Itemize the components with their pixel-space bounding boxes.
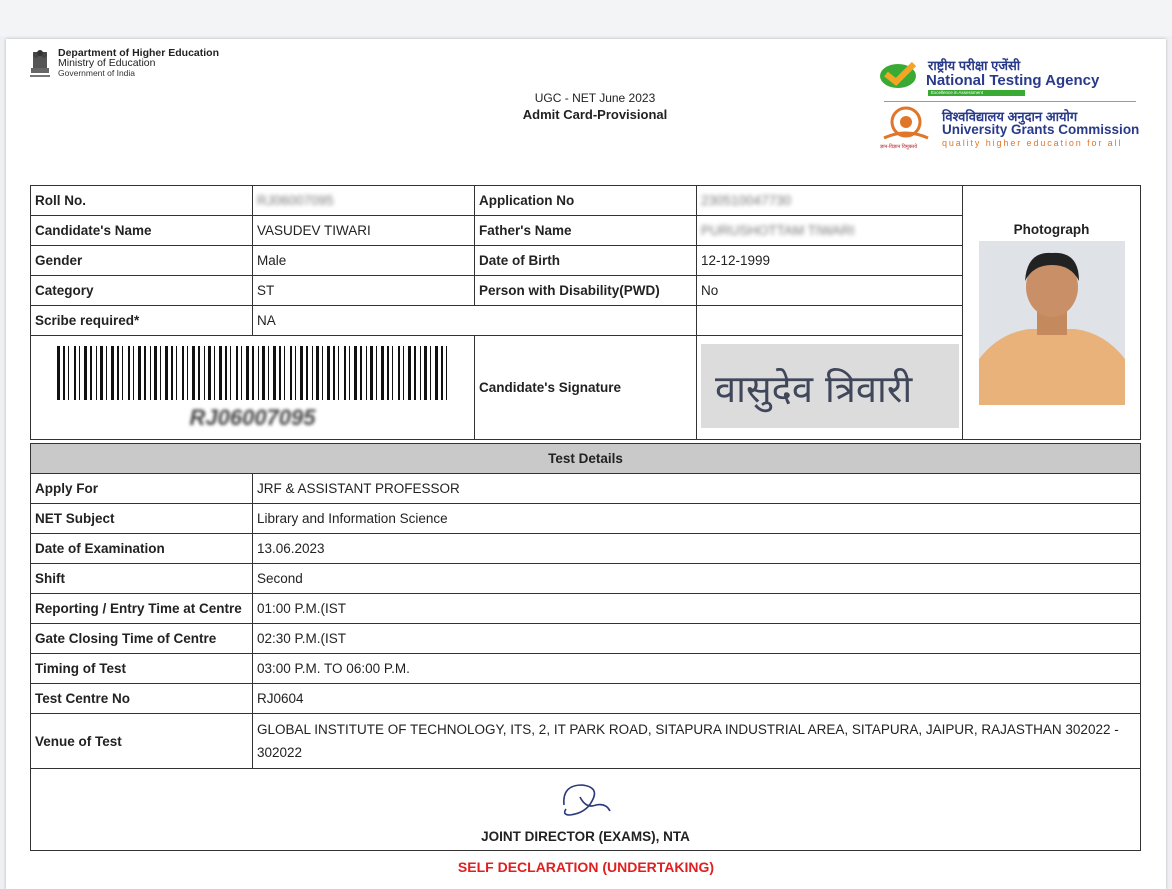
test-row-label: Timing of Test bbox=[31, 654, 253, 684]
self-declaration-heading: SELF DECLARATION (UNDERTAKING) bbox=[457, 859, 715, 875]
barcode-bar bbox=[300, 346, 303, 400]
test-row-label: NET Subject bbox=[31, 504, 253, 534]
top-bar bbox=[0, 0, 1172, 36]
test-row-value: 03:00 P.M. TO 06:00 P.M. bbox=[253, 654, 1141, 684]
test-row-value: 13.06.2023 bbox=[253, 534, 1141, 564]
gender-label: Gender bbox=[31, 246, 253, 276]
ugc-motto: ज्ञान-विज्ञान विमुक्तये bbox=[880, 144, 918, 150]
barcode-bar bbox=[225, 346, 227, 400]
pwd-value: No bbox=[697, 276, 963, 306]
barcode-bar bbox=[366, 346, 367, 400]
barcode-bar bbox=[117, 346, 119, 400]
barcode-bar bbox=[100, 346, 103, 400]
application-no-value: 230510047730 bbox=[701, 193, 792, 208]
barcode-bar bbox=[333, 346, 335, 400]
nta-logo-icon bbox=[878, 58, 918, 90]
barcode-bar bbox=[57, 346, 60, 400]
barcode-bar bbox=[171, 346, 173, 400]
barcode-bar bbox=[370, 346, 373, 400]
barcode-cell bbox=[31, 336, 475, 440]
dob-label: Date of Birth bbox=[475, 246, 697, 276]
ugc-english-name: University Grants Commission bbox=[942, 122, 1140, 137]
barcode-bar bbox=[230, 346, 231, 400]
barcode-bar bbox=[435, 346, 438, 400]
barcode-bar bbox=[360, 346, 362, 400]
test-row-value: 02:30 P.M.(IST bbox=[253, 624, 1141, 654]
venue-value: GLOBAL INSTITUTE OF TECHNOLOGY, ITS, 2, IT PARK ROAD, SITAPURA INDUSTRIAL AREA, SITAPURA, JAIPUR, RAJASTHAN 302022 - 302022 bbox=[253, 714, 1141, 769]
pwd-label: Person with Disability(PWD) bbox=[475, 276, 697, 306]
barcode-bar bbox=[79, 346, 80, 400]
department-header bbox=[28, 48, 219, 82]
barcode-bar bbox=[182, 346, 184, 400]
barcode-bar bbox=[312, 346, 313, 400]
ugc-tagline: quality higher education for all bbox=[942, 138, 1123, 148]
barcode-bar bbox=[111, 346, 114, 400]
barcode-bar bbox=[258, 346, 259, 400]
dob-value: 12-12-1999 bbox=[697, 246, 963, 276]
barcode-bar bbox=[154, 346, 157, 400]
barcode-bar bbox=[408, 346, 411, 400]
logo-divider bbox=[884, 101, 1136, 102]
nta-tagline: Excellence in Assessment bbox=[928, 90, 1025, 96]
national-emblem-icon bbox=[28, 48, 52, 82]
barcode-bar bbox=[74, 346, 76, 400]
candidate-name-value: VASUDEV TIWARI bbox=[253, 216, 475, 246]
barcode-bar bbox=[441, 346, 443, 400]
signature-cell bbox=[697, 336, 963, 440]
barcode-bar bbox=[241, 346, 242, 400]
card-title: Admit Card-Provisional bbox=[522, 107, 668, 122]
official-signature bbox=[556, 779, 616, 825]
barcode-bar bbox=[354, 346, 357, 400]
barcode-bar bbox=[424, 346, 427, 400]
barcode-icon bbox=[55, 346, 451, 400]
title-block bbox=[480, 91, 710, 122]
barcode-bar bbox=[204, 346, 205, 400]
barcode-bar bbox=[290, 346, 292, 400]
barcode-bar bbox=[327, 346, 330, 400]
barcode-bar bbox=[138, 346, 141, 400]
test-row-value: JRF & ASSISTANT PROFESSOR bbox=[253, 474, 1141, 504]
barcode-bar bbox=[144, 346, 146, 400]
barcode-bar bbox=[106, 346, 107, 400]
barcode-bar bbox=[398, 346, 400, 400]
exam-title: UGC - NET June 2023 bbox=[534, 91, 656, 105]
barcode-bar bbox=[344, 346, 346, 400]
barcode-bar bbox=[236, 346, 238, 400]
venue-label: Venue of Test bbox=[31, 714, 253, 769]
barcode-bar bbox=[187, 346, 188, 400]
gender-value: Male bbox=[253, 246, 475, 276]
test-row-value: Second bbox=[253, 564, 1141, 594]
test-row-label: Date of Examination bbox=[31, 534, 253, 564]
roll-no-value: RJ06007095 bbox=[257, 193, 334, 208]
roll-no-label: Roll No. bbox=[31, 186, 253, 216]
barcode-bar bbox=[349, 346, 350, 400]
test-details-heading: Test Details bbox=[31, 444, 1141, 474]
barcode-bar bbox=[122, 346, 123, 400]
ministry-name: Ministry of Education bbox=[58, 57, 156, 69]
test-row-label: Shift bbox=[31, 564, 253, 594]
ugc-hindi-name: विश्वविद्यालय अनुदान आयोग bbox=[942, 109, 1078, 124]
barcode-text: RJ06007095 bbox=[189, 405, 316, 430]
signatory-cell bbox=[31, 769, 1141, 851]
category-value: ST bbox=[253, 276, 475, 306]
barcode-bar bbox=[279, 346, 281, 400]
test-row-value: Library and Information Science bbox=[253, 504, 1141, 534]
barcode-bar bbox=[198, 346, 200, 400]
barcode-bar bbox=[252, 346, 254, 400]
barcode-bar bbox=[165, 346, 168, 400]
barcode-bar bbox=[284, 346, 285, 400]
empty-cell bbox=[697, 306, 963, 336]
test-row-label: Test Centre No bbox=[31, 684, 253, 714]
candidate-name-label: Candidate's Name bbox=[31, 216, 253, 246]
candidate-photo bbox=[979, 241, 1125, 405]
barcode-bar bbox=[322, 346, 323, 400]
scribe-label: Scribe required* bbox=[31, 306, 253, 336]
father-name-value: PURUSHOTTAM TIWARI bbox=[701, 223, 855, 238]
barcode-bar bbox=[414, 346, 416, 400]
barcode-bar bbox=[192, 346, 195, 400]
barcode-bar bbox=[446, 346, 447, 400]
nta-english-name: National Testing Agency bbox=[926, 72, 1100, 89]
barcode-bar bbox=[306, 346, 308, 400]
signature-label: Candidate's Signature bbox=[475, 336, 697, 440]
barcode-bar bbox=[176, 346, 177, 400]
barcode-bar bbox=[387, 346, 389, 400]
test-details-table bbox=[30, 443, 1141, 851]
scribe-value: NA bbox=[253, 306, 697, 336]
barcode-bar bbox=[430, 346, 431, 400]
barcode-bar bbox=[420, 346, 421, 400]
barcode-bar bbox=[68, 346, 69, 400]
candidate-details-table bbox=[30, 185, 1141, 440]
barcode-bar bbox=[150, 346, 151, 400]
barcode-bar bbox=[376, 346, 377, 400]
barcode-bar bbox=[262, 346, 265, 400]
barcode-bar bbox=[96, 346, 97, 400]
test-row-label: Gate Closing Time of Centre bbox=[31, 624, 253, 654]
ugc-logo-icon bbox=[878, 104, 934, 144]
father-name-label: Father's Name bbox=[475, 216, 697, 246]
barcode-bar bbox=[268, 346, 269, 400]
barcode-bar bbox=[273, 346, 276, 400]
dept-name: Department of Higher Education bbox=[58, 47, 220, 59]
barcode-bar bbox=[214, 346, 215, 400]
barcode-bar bbox=[90, 346, 92, 400]
photograph-label: Photograph bbox=[1013, 222, 1090, 237]
category-label: Category bbox=[31, 276, 253, 306]
application-no-label: Application No bbox=[475, 186, 697, 216]
barcode-bar bbox=[84, 346, 87, 400]
test-row-label: Apply For bbox=[31, 474, 253, 504]
photograph-cell bbox=[963, 186, 1141, 440]
candidate-signature bbox=[701, 344, 959, 428]
barcode-bar bbox=[219, 346, 222, 400]
barcode-bar bbox=[392, 346, 393, 400]
barcode-bar bbox=[128, 346, 130, 400]
barcode-bar bbox=[381, 346, 384, 400]
barcode-bar bbox=[246, 346, 249, 400]
barcode-bar bbox=[338, 346, 339, 400]
signature-text: वासुदेव त्रिवारी bbox=[715, 367, 913, 411]
barcode-bar bbox=[316, 346, 319, 400]
barcode-bar bbox=[403, 346, 404, 400]
test-row-label: Reporting / Entry Time at Centre bbox=[31, 594, 253, 624]
test-row-value: 01:00 P.M.(IST bbox=[253, 594, 1141, 624]
test-row-value: RJ0604 bbox=[253, 684, 1141, 714]
government-name: Government of India bbox=[58, 68, 136, 78]
barcode-bar bbox=[63, 346, 65, 400]
nta-hindi-name: राष्ट्रीय परीक्षा एजेंसी bbox=[928, 58, 1021, 73]
barcode-bar bbox=[160, 346, 161, 400]
barcode-bar bbox=[295, 346, 296, 400]
signatory-title: JOINT DIRECTOR (EXAMS), NTA bbox=[481, 829, 690, 844]
barcode-bar bbox=[208, 346, 211, 400]
barcode-bar bbox=[133, 346, 134, 400]
